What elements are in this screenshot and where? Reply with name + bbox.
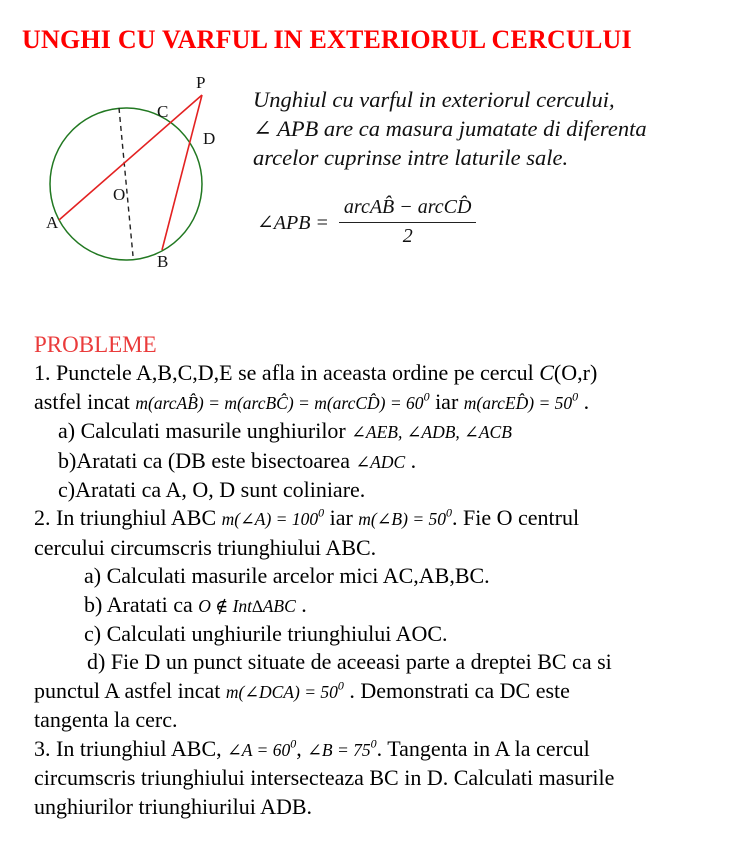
math-run: m(arcED̂) = 50 (463, 392, 573, 413)
superscript: 0 (290, 736, 297, 751)
superscript: 0 (446, 506, 453, 521)
text-run: iar (324, 505, 359, 531)
math-run: m(∠B) = 50 (358, 509, 447, 530)
problem-2-line-2 (34, 534, 734, 562)
text-run: . (578, 388, 590, 414)
problem-1-line-1 (34, 359, 734, 387)
text-run: a) Calculati masurile arcelor mici AC,AB,BC. (84, 563, 490, 589)
text-run: c)Aratati ca A, O, D sunt coliniare. (58, 477, 366, 503)
text-run: b) Aratati ca (84, 591, 199, 617)
math-run: ∠B = 75 (307, 739, 371, 760)
problem-3-line-1 (34, 735, 734, 764)
problem-2-item-b (84, 591, 734, 620)
problem-2-item-d-line-1 (87, 648, 734, 676)
page-title: UNGHI CU VARFUL IN EXTERIORUL CERCULUI (22, 25, 632, 54)
formula-lhs: ∠APB = (257, 211, 329, 234)
text-run: . (295, 591, 307, 617)
problem-3-line-2 (34, 764, 734, 792)
superscript: 0 (318, 506, 325, 521)
problem-2-line-1 (34, 504, 734, 533)
superscript: 0 (337, 678, 344, 693)
text-run: . (405, 447, 417, 473)
text-run: unghiurilor triunghiurilui ADB. (34, 793, 313, 819)
theorem-line-1: Unghiul cu varful in exteriorul cercului, (253, 87, 615, 112)
math-run: ∠ADC (355, 451, 406, 472)
problem-1-line-2 (34, 388, 734, 417)
formula-fraction (339, 196, 477, 248)
text-run: c) Calculati unghiurile triunghiului AOC. (84, 621, 448, 647)
exterior-angle-formula (257, 196, 476, 248)
math-run: m(∠DCA) = 50 (225, 681, 338, 702)
italic-run: C (539, 360, 554, 386)
superscript: 0 (423, 389, 430, 404)
point-label-O: O (113, 185, 126, 204)
text-run: (O,r) (553, 360, 598, 386)
text-run: tangenta la cerc. (34, 707, 178, 733)
problem-3-line-3 (34, 793, 734, 821)
point-label-D: D (203, 129, 216, 148)
problem-2-item-a (84, 562, 734, 590)
point-label-A: A (46, 213, 59, 232)
text-run: . Fie O centrul (452, 505, 580, 531)
text-run: cercului circumscris triunghiului ABC. (34, 534, 377, 560)
text-run: a) Calculati masurile unghiurilor (58, 418, 352, 444)
formula-numerator: arcAB̂ − arcCD̂ (339, 196, 477, 223)
text-run: punctul A astfel incat (34, 677, 226, 703)
problems-section (34, 331, 734, 821)
text-run: astfel incat (34, 388, 136, 414)
superscript: 0 (370, 736, 377, 751)
text-run: . Demonstrati ca DC este (343, 677, 570, 703)
problems-heading: PROBLEME (34, 332, 157, 357)
text-run: 3. In triunghiul ABC, (34, 735, 228, 761)
text-run: d) Fie D un punct situate de aceeasi parte a dreptei BC ca si (87, 649, 612, 675)
problem-2-item-d-line-3 (34, 706, 734, 734)
theorem-line-3: arcelor cuprinse intre laturile sale. (253, 145, 569, 170)
problem-1-item-b (58, 447, 734, 476)
circle-diagram (20, 70, 255, 285)
secant-line-AP (59, 95, 202, 220)
text-run: 1. Punctele A,B,C,D,E se afla in aceasta ordine pe cercul (34, 360, 540, 386)
problem-1-item-a (58, 417, 734, 446)
problem-1-item-c (58, 476, 734, 504)
theorem-text (253, 85, 723, 172)
diameter-dashed-line (119, 108, 133, 256)
math-run: ∠A = 60 (227, 739, 291, 760)
text-run: 2. In triunghiul ABC (34, 505, 222, 531)
formula-denominator: 2 (402, 225, 413, 247)
point-label-C: C (157, 102, 169, 121)
superscript: 0 (572, 389, 579, 404)
point-label-B: B (157, 252, 169, 271)
math-run: ∠AEB, ∠ADB, ∠ACB (351, 422, 512, 443)
text-run: circumscris triunghiului intersecteaza BC in D. Calculati masurile (34, 765, 615, 791)
theorem-line-2: ∠ APB are ca masura jumatate di diferenta (253, 116, 647, 141)
point-label-P: P (196, 73, 206, 92)
text-run: , (296, 735, 308, 761)
text-run: . Tangenta in A la cercul (376, 735, 590, 761)
text-run: b)Aratati ca (DB este bisectoarea (58, 447, 356, 473)
math-run: m(∠A) = 100 (221, 509, 319, 530)
problem-2-item-c (84, 620, 734, 648)
math-run: O ∉ Int∆ABC (198, 595, 296, 616)
math-run: m(arcAB̂) = m(arcBĈ) = m(arcCD̂) = 60 (135, 392, 424, 413)
text-run: iar (429, 388, 464, 414)
problem-2-item-d-line-2 (34, 677, 734, 706)
